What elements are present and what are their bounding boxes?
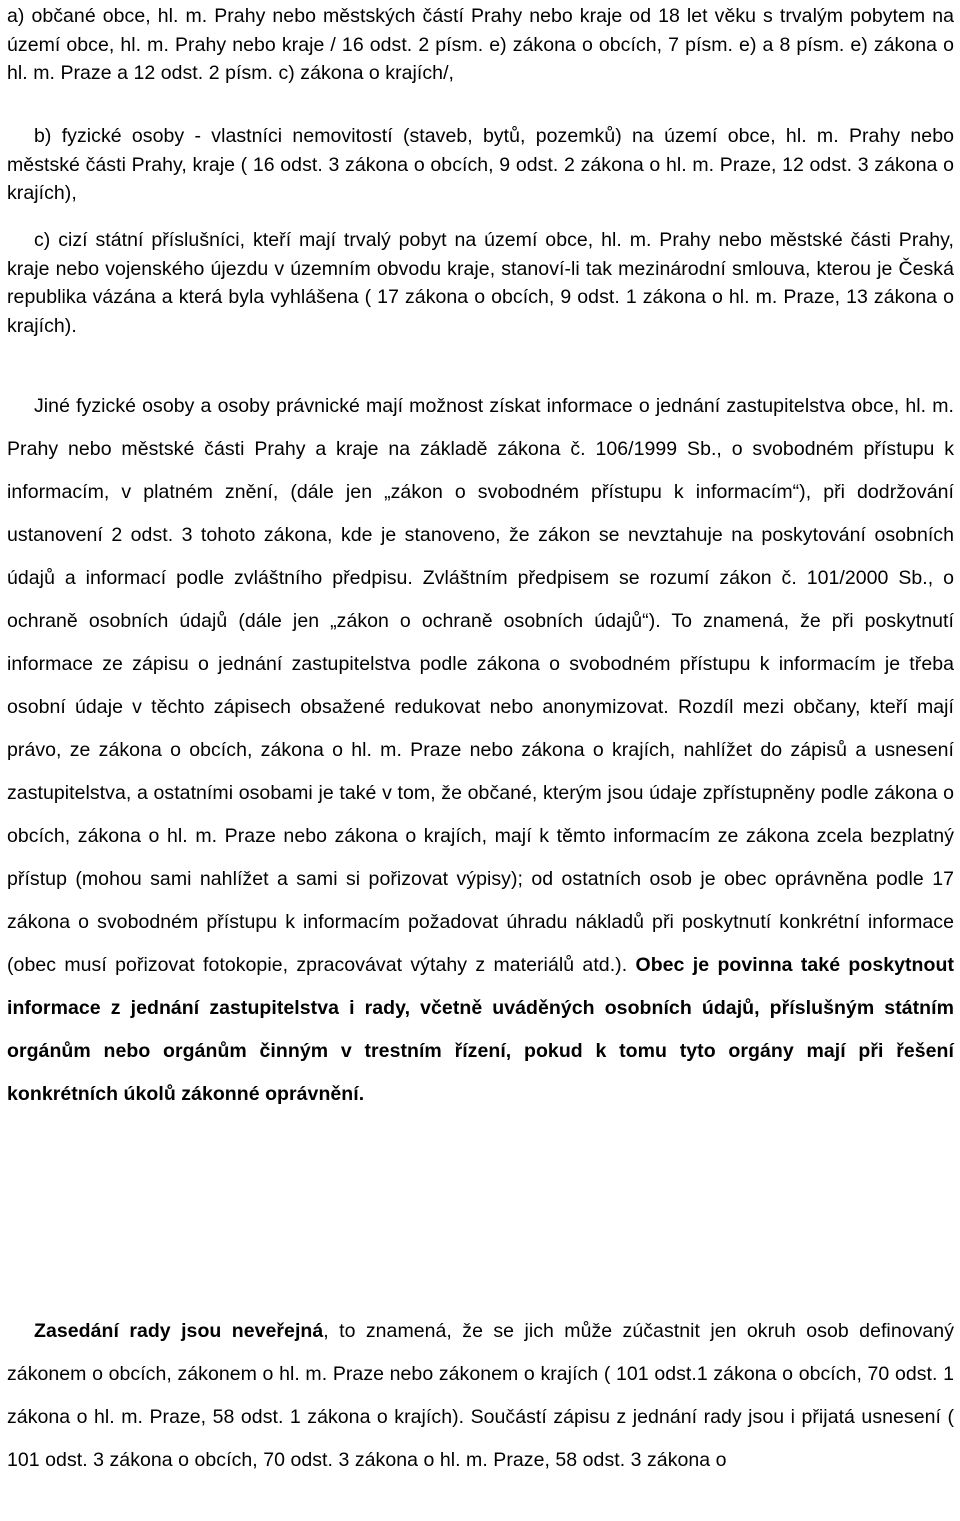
paragraph-information-access-text: Jiné fyzické osoby a osoby právnické mají možnost získat informace o jednání zastupitelstva obce, hl. m. Prahy nebo městské části Prahy a kraje na základě zákona č. 106/1999 Sb., o svobodném přístupu k informacím, v platném znění, (dále jen „zákon o svobodném přístupu k informacím“), při dodržování ustanovení 2 odst. 3 tohoto zákona, kde je stanoveno, že zákon se nevztahuje na poskytování osobních údajů a informací podle zvláštního předpisu. Zvláštním předpisem se rozumí zákon č. 101/2000 Sb., o ochraně osobních údajů (dále jen „zákon o ochraně osobních údajů“). To znamená, že při poskytnutí informace ze zápisu o jednání zastupitelstva podle zákona o svobodném přístupu k informacím je třeba osobní údaje v těchto zápisech obsažené redukovat nebo anonymizovat. Rozdíl mezi občany, kteří mají právo, ze zákona o obcích, zákona o hl. m. Praze nebo zákona o krajích, nahlížet do zápisů a usnesení zastupitelstva, a ostatními osobami je také v tom, že občané, kterým jsou údaje zpřístupněny podle zákona o obcích, zákona o hl. m. Praze nebo zákona o krajích, mají k těmto informacím ze zákona zcela bezplatný přístup (mohou sami nahlížet a sami si pořizovat výpisy); od ostatních osob je obec oprávněna podle 17 zákona o svobodném přístupu k informacím požadovat úhradu nákladů při poskytnutí konkrétní informace (obec musí pořizovat fotokopie, zpracovávat výtahy z materiálů atd.). [7, 395, 954, 976]
paragraph-council-meetings [7, 1310, 954, 1482]
paragraph-council-meetings-bold: Zasedání rady jsou neveřejná [34, 1320, 324, 1342]
paragraph-council-meetings-text: , to znamená, že se jich může zúčastnit jen okruh osob definovaný zákonem o obcích, zákonem o hl. m. Praze nebo zákonem o krajích ( 101 odst.1 zákona o obcích, 70 odst. 1 zákona o hl. m. Praze, 58 odst. 1 zákona o krajích). Součástí zápisu z jednání rady jsou i přijatá usnesení ( 101 odst. 3 zákona o obcích, 70 odst. 3 zákona o hl. m. Praze, 58 odst. 3 zákona o [7, 1320, 954, 1471]
paragraph-information-access [7, 385, 954, 1116]
paragraph-information-access-bold: Obec je povinna také poskytnout informace z jednání zastupitelstva i rady, včetně uváděných osobních údajů, příslušným státním orgánům nebo orgánům činným v trestním řízení, pokud k tomu tyto orgány mají při řešení konkrétních úkolů zákonné oprávnění. [7, 954, 954, 1105]
list-item-a: a) občané obce, hl. m. Prahy nebo městských částí Prahy nebo kraje od 18 let věku s trvalým pobytem na území obce, hl. m. Prahy nebo kraje / 16 odst. 2 písm. e) zákona o obcích, 7 písm. e) a 8 písm. e) zákona o hl. m. Praze a 12 odst. 2 písm. c) zákona o krajích/, [7, 5, 954, 84]
list-item-c: c) cizí státní příslušníci, kteří mají trvalý pobyt na území obce, hl. m. Prahy nebo městské části Prahy, kraje nebo vojenského újezdu v územním obvodu kraje, stanoví-li tak mezinárodní smlouva, kterou je Česká republika vázána a která byla vyhlášena ( 17 zákona o obcích, 9 odst. 1 zákona o hl. m. Praze, 13 zákona o krajích). [7, 229, 954, 337]
list-item-b: b) fyzické osoby - vlastníci nemovitostí (staveb, bytů, pozemků) na území obce, hl. m. Prahy nebo městské části Prahy, kraje ( 16 odst. 3 zákona o obcích, 9 odst. 2 zákona o hl. m. Praze, 12 odst. 3 zákona o krajích), [7, 125, 954, 204]
